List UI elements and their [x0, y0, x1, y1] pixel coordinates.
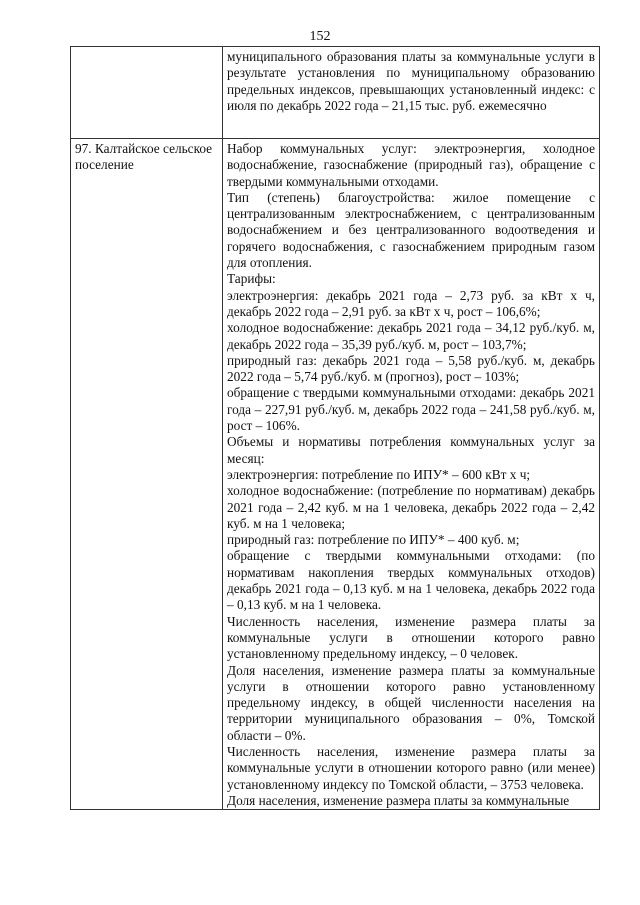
description-cell [223, 139, 600, 810]
table-row [71, 47, 600, 139]
paragraph: электроэнергия: декабрь 2021 года – 2,73 руб. за кВт х ч, декабрь 2022 года – 2,91 руб. за кВт х ч, рост – 106,6%; [227, 287, 595, 319]
paragraph: холодное водоснабжение: (потребление по нормативам) декабрь 2021 года – 2,42 куб. м на 1 человека, декабрь 2022 года – 2,42 куб. м на 1 человека; [227, 483, 595, 531]
page-number: 152 [309, 29, 331, 44]
paragraph: Набор коммунальных услуг: электроэнергия, холодное водоснабжение, газоснабжение (природный газ), обращение с твердыми коммунальными отходами. [227, 141, 595, 189]
paragraph: Тарифы: [227, 271, 276, 287]
paragraph: Численность населения, изменение размера платы за коммунальные услуги в отношении которого равно (или менее) установленному индексу по Томской области, – 3753 человека. [227, 743, 595, 792]
paragraph: Объемы и нормативы потребления коммунальных услуг за месяц: [227, 434, 595, 466]
municipality-name: 97. Калтайское сельское поселение [75, 141, 213, 173]
municipality-cell-empty [71, 47, 223, 139]
paragraph: Доля населения, изменение размера платы за коммунальные [227, 792, 570, 808]
continuation-text: муниципального образования платы за коммунальные услуги в результате установления по муниципальному образованию предельных индексов, превышающих установленный индекс: с июля по декабрь 2022 года – 21,15 тыс. руб. ежемесячно [227, 49, 595, 113]
paragraph: Численность населения, изменение размера платы за коммунальные услуги в отношении которого равно установленному предельному индексу, – 0 человек. [227, 613, 595, 662]
description-cell [223, 47, 600, 139]
paragraph: обращение с твердыми коммунальными отходами: декабрь 2021 года – 227,91 руб./куб. м, декабрь 2022 года – 241,58 руб./куб. м, рост – 106%. [227, 385, 595, 434]
table-row [71, 139, 600, 810]
municipality-cell [71, 139, 223, 810]
paragraph: холодное водоснабжение: декабрь 2021 года – 34,12 руб./куб. м, декабрь 2022 года – 35,39 руб./куб. м, рост – 103,7%; [227, 320, 595, 352]
paragraph: электроэнергия: потребление по ИПУ* – 600 кВт х ч; [227, 466, 531, 482]
paragraph: обращение с твердыми коммунальными отходами: (по нормативам накопления твердых коммунальных отходов) декабрь 2021 года – 0,13 куб. м на 1 человека, декабрь 2022 года – 0,13 куб. м на 1 человека. [227, 548, 595, 613]
paragraph: Доля населения, изменение размера платы за коммунальные услуги в отношении которого равно установленному предельному индексу, в общей численности населения на территории муниципального образования – 0%, Томской области – 0%. [227, 662, 595, 743]
paragraph: природный газ: декабрь 2021 года – 5,58 руб./куб. м, декабрь 2022 года – 5,74 руб./куб. м (прогноз), рост – 103%; [227, 352, 595, 385]
paragraph: природный газ: потребление по ИПУ* – 400 куб. м; [227, 532, 520, 548]
paragraph: Тип (степень) благоустройства: жилое помещение с централизованным электроснабжением, с централизованным водоснабжением и без централизованного водоотведения и горячего водоснабжения, с газоснабжением природным газом для отопления. [227, 189, 595, 271]
municipal-utilities-table [70, 46, 600, 810]
